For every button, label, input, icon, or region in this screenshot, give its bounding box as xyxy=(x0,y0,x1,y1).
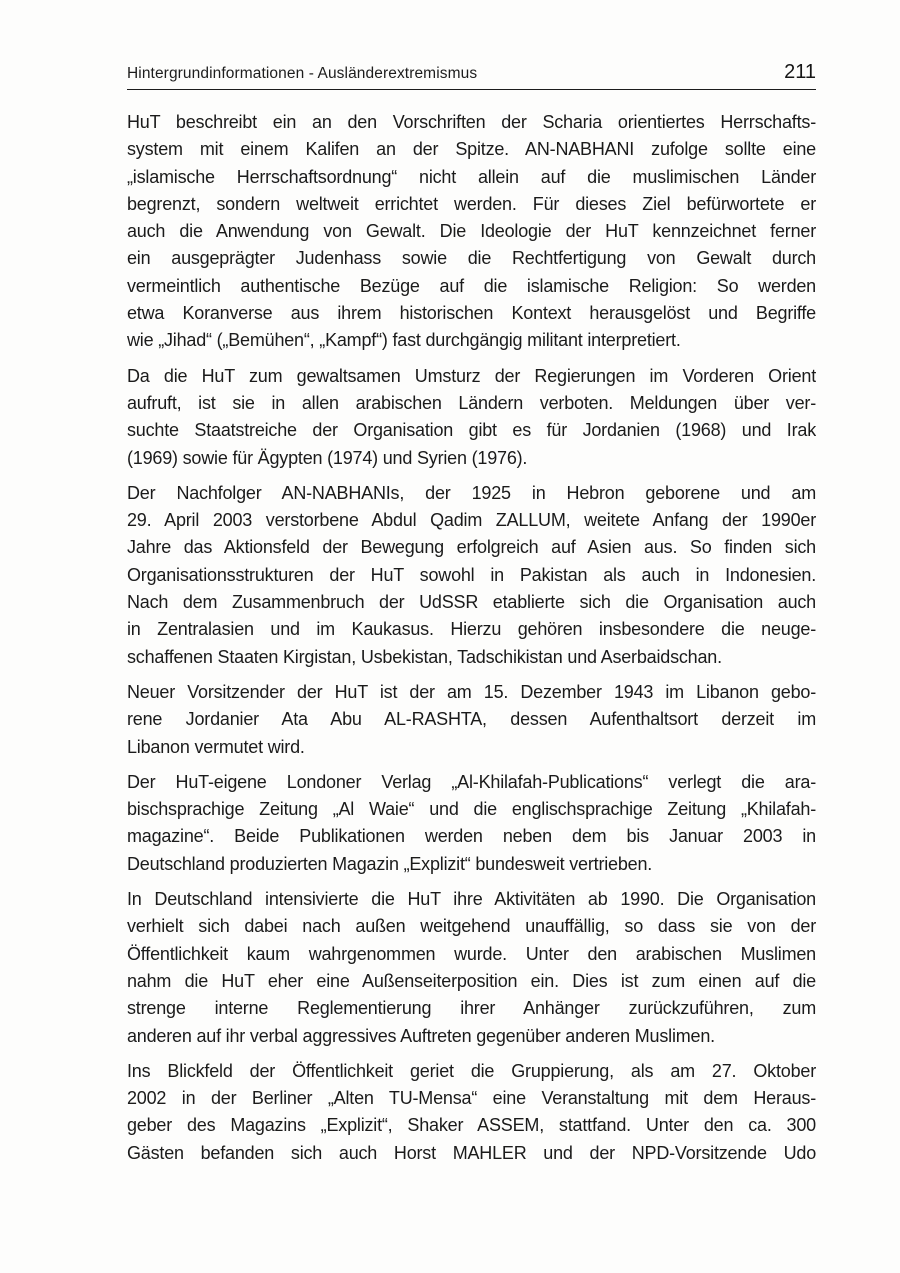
text-line: wie „Jihad“ („Bemühen“, „Kampf“) fast durchgängig militant interpretiert. xyxy=(127,330,681,351)
paragraph xyxy=(127,679,816,761)
text-line: verhielt sich dabei nach außen weitgehend unauffällig, so dass sie von der xyxy=(127,916,816,937)
text-line: Deutschland produzierten Magazin „Explizit“ bundesweit vertrieben. xyxy=(127,853,653,874)
text-line: In Deutschland intensivierte die HuT ihre Aktivitäten ab 1990. Die Organisation xyxy=(127,889,816,910)
document-body xyxy=(127,109,816,1167)
paragraph xyxy=(127,769,816,878)
text-line: aufruft, ist sie in allen arabischen Ländern verboten. Meldungen über ver- xyxy=(127,392,816,413)
paragraph xyxy=(127,886,816,1050)
text-line: bischsprachige Zeitung „Al Waie“ und die englischsprachige Zeitung „Khilafah- xyxy=(127,799,816,820)
text-line: „islamische Herrschaftsordnung“ nicht allein auf die muslimischen Länder xyxy=(127,166,816,187)
text-line: Nach dem Zusammenbruch der UdSSR etablierte sich die Organisation auch xyxy=(127,592,816,613)
text-line: geber des Magazins „Explizit“, Shaker ASSEM, stattfand. Unter den ca. 300 xyxy=(127,1115,816,1136)
text-line: HuT beschreibt ein an den Vorschriften der Scharia orientiertes Herrschafts- xyxy=(127,112,816,132)
text-line: etwa Koranverse aus ihrem historischen Kontext herausgelöst und Begriffe xyxy=(127,303,816,324)
text-line: vermeintlich authentische Bezüge auf die islamische Religion: So werden xyxy=(127,275,816,296)
text-line: auch die Anwendung von Gewalt. Die Ideologie der HuT kennzeichnet ferner xyxy=(127,221,816,242)
text-line: in Zentralasien und im Kaukasus. Hierzu gehören insbesondere die neuge- xyxy=(127,619,816,640)
text-line: ein ausgeprägter Judenhass sowie die Rechtfertigung von Gewalt durch xyxy=(127,248,816,269)
running-title: Hintergrundinformationen - Ausländerextremismus xyxy=(127,65,478,82)
text-line: Neuer Vorsitzender der HuT ist der am 15. Dezember 1943 im Libanon gebo- xyxy=(127,681,816,702)
text-line: Jahre das Aktionsfeld der Bewegung erfolgreich auf Asien aus. So finden sich xyxy=(127,537,816,558)
text-line: system mit einem Kalifen an der Spitze. AN-NABHANI zufolge sollte eine xyxy=(127,139,816,160)
text-line: begrenzt, sondern weltweit errichtet werden. Für dieses Ziel befürwortete er xyxy=(127,193,816,214)
text-line: Organisationsstrukturen der HuT sowohl in Pakistan als auch in Indonesien. xyxy=(127,564,816,585)
page-header xyxy=(127,0,816,84)
text-line: nahm die HuT eher eine Außenseiterposition ein. Dies ist zum einen auf die xyxy=(127,970,816,991)
text-line: Libanon vermutet wird. xyxy=(127,736,305,757)
paragraph xyxy=(127,109,816,355)
text-line: anderen auf ihr verbal aggressives Auftreten gegenüber anderen Muslimen. xyxy=(127,1025,715,1046)
text-line: Da die HuT zum gewaltsamen Umsturz der Regierungen im Vorderen Orient xyxy=(127,365,816,386)
text-line: rene Jordanier Ata Abu AL-RASHTA, dessen Aufenthaltsort derzeit im xyxy=(127,709,816,730)
paragraph xyxy=(127,480,816,671)
text-line: Der Nachfolger AN-NABHANIs, der 1925 in Hebron geborene und am xyxy=(127,482,816,503)
header-rule xyxy=(127,89,816,90)
text-line: Der HuT-eigene Londoner Verlag „Al-Khilafah-Publications“ verlegt die ara- xyxy=(127,771,816,792)
text-line: Ins Blickfeld der Öffentlichkeit geriet die Gruppierung, als am 27. Oktober xyxy=(127,1060,816,1081)
text-line: Öffentlichkeit kaum wahrgenommen wurde. Unter den arabischen Muslimen xyxy=(127,943,816,964)
text-line: 29. April 2003 verstorbene Abdul Qadim ZALLUM, weitete Anfang der 1990er xyxy=(127,510,816,531)
text-line: Gästen befanden sich auch Horst MAHLER und der NPD-Vorsitzende Udo xyxy=(127,1142,816,1163)
paragraph xyxy=(127,1058,816,1167)
paragraph xyxy=(127,363,816,472)
text-line: 2002 in der Berliner „Alten TU-Mensa“ eine Veranstaltung mit dem Heraus- xyxy=(127,1088,816,1109)
text-line: magazine“. Beide Publikationen werden neben dem bis Januar 2003 in xyxy=(127,826,816,847)
text-line: (1969) sowie für Ägypten (1974) und Syrien (1976). xyxy=(127,447,528,468)
text-line: strenge interne Reglementierung ihrer Anhänger zurückzuführen, zum xyxy=(127,998,816,1019)
text-line: schaffenen Staaten Kirgistan, Usbekistan, Tadschikistan und Aserbaidschan. xyxy=(127,646,722,667)
text-line: suchte Staatstreiche der Organisation gibt es für Jordanien (1968) und Irak xyxy=(127,420,816,441)
page-number: 211 xyxy=(784,61,816,83)
